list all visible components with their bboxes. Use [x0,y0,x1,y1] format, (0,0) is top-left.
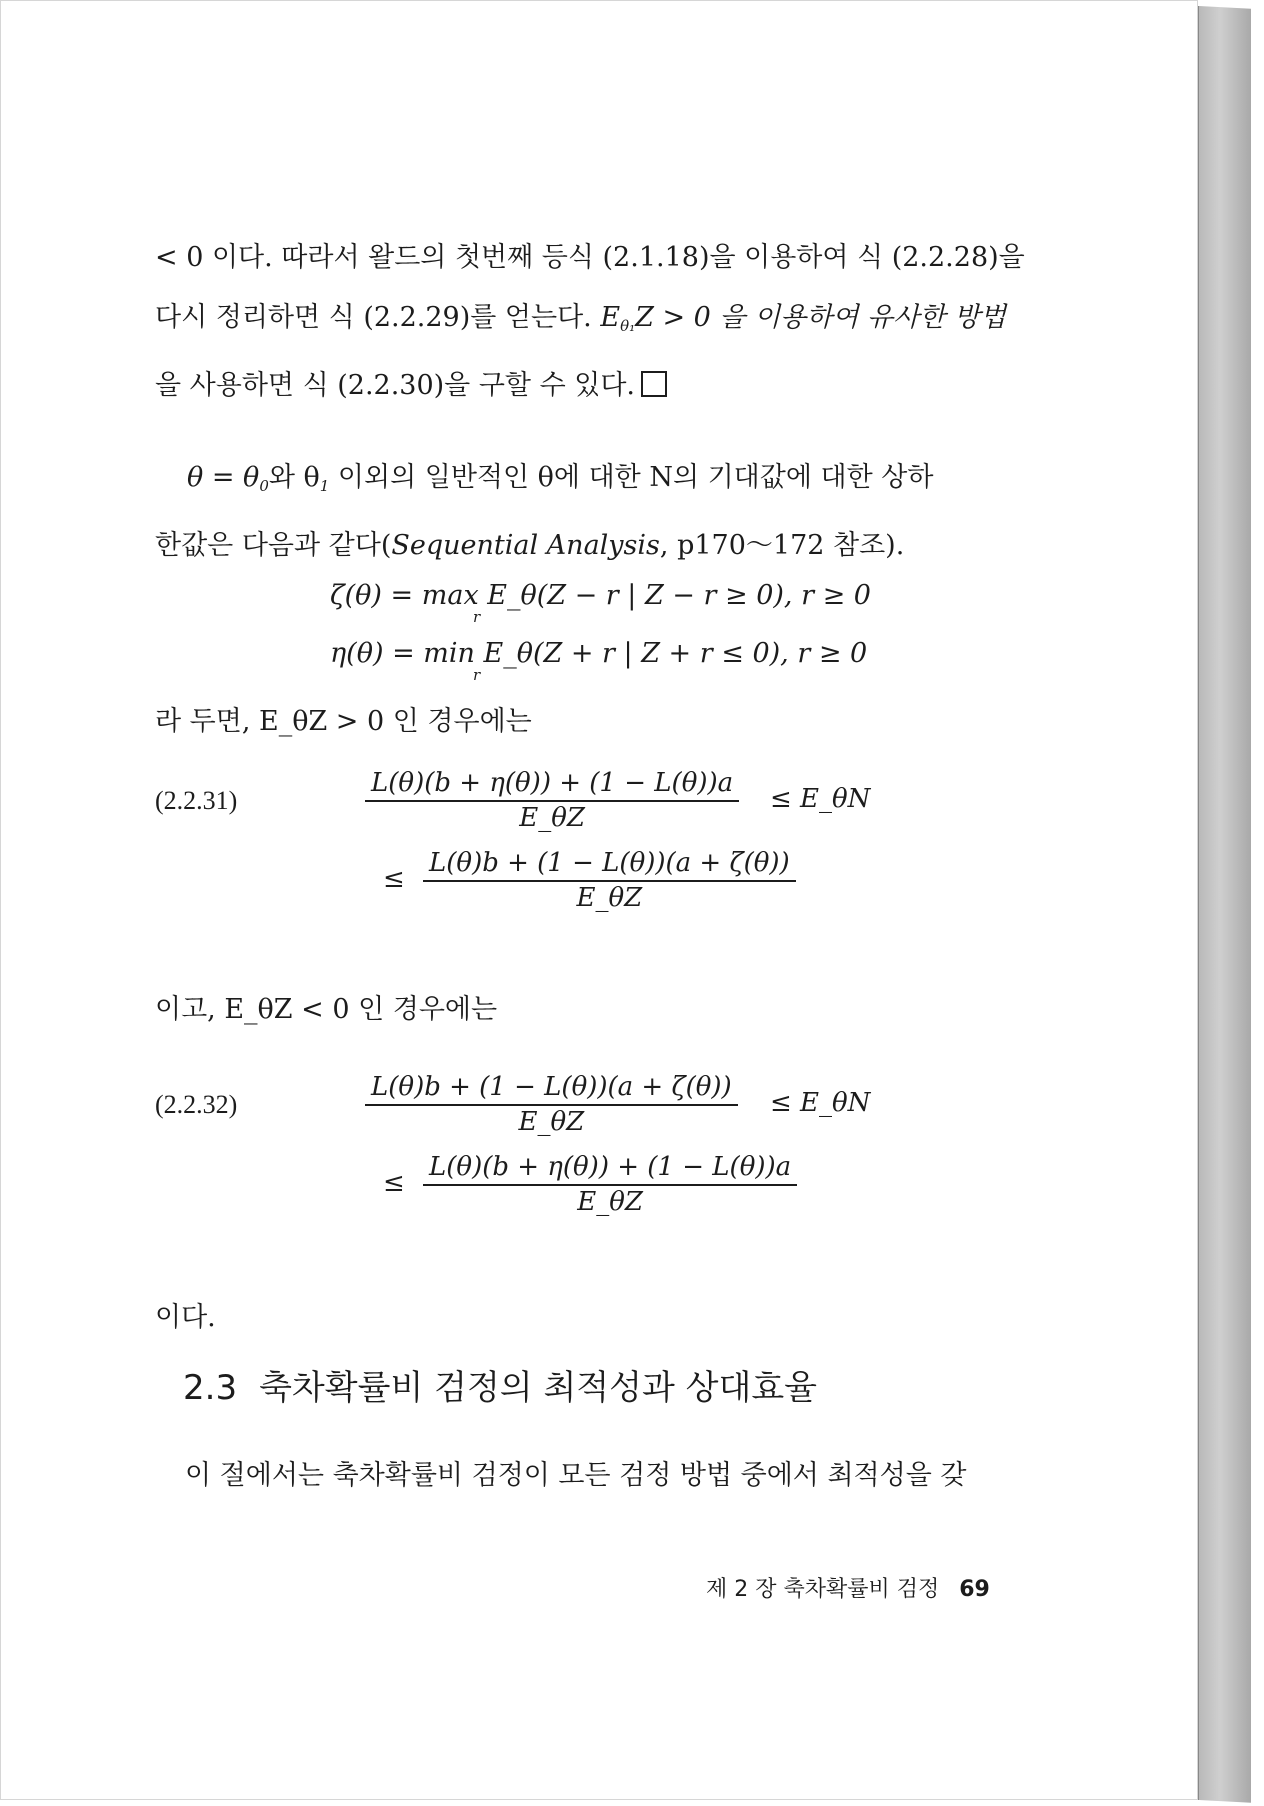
page-body [155,228,1055,1348]
paragraph-5: 이다. [155,1302,216,1333]
eq32-numerator-1: L(θ)b + (1 − L(θ))(a + ζ(θ)) [365,1070,738,1106]
p1-line-3: 을 사용하면 식 (2.2.30)을 구할 수 있다. [155,370,636,401]
section-number: 2.3 [183,1368,238,1408]
page-number: 69 [959,1577,990,1602]
p2-line-1c: 이외의 일반적인 θ에 대한 N의 기대값에 대한 상하 [329,462,934,493]
section-title: 축차확률비 검정의 최적성과 상대효율 [259,1368,818,1408]
paragraph-2 [155,448,1055,576]
p2-wa: 와 θ [268,462,320,493]
p2-sub0: 0 [259,477,269,495]
p1-line-2a: 다시 정리하면 식 (2.2.29)를 얻는다. [155,302,601,333]
paragraph-6: 이 절에서는 축차확률비 검정이 모든 검정 방법 중에서 최적성을 갖 [185,1460,967,1491]
book-spine [1198,6,1251,1803]
eq32-denominator-1: E_θZ [518,1107,585,1137]
eq31-fraction-2 [423,846,796,914]
p2-book-title: Sequential Analysis [391,530,660,561]
p2-line-2a: 한값은 다음과 같다( [155,530,392,561]
eq32-denominator-2: E_θZ [577,1187,643,1217]
equation-number: (2.2.32) [155,1090,238,1119]
eq31-denominator-2: E_θZ [576,883,643,913]
eq32-numerator-2: L(θ)(b + η(θ)) + (1 − L(θ))a [423,1150,797,1186]
p1-E: E [600,302,621,333]
equation-2-2-31 [155,766,1055,966]
eq31-numerator-2: L(θ)b + (1 − L(θ))(a + ζ(θ)) [423,846,796,882]
paragraph-3: 라 두면, E_θZ > 0 인 경우에는 [155,706,532,737]
section-heading [183,1360,839,1409]
p2-sub1: 1 [319,477,330,495]
equation-number: (2.2.31) [155,786,238,815]
eq32-relation: ≤ E_θN [770,1088,871,1118]
zeta-definition [155,576,1055,634]
eq31-denominator-1: E_θZ [519,803,585,833]
eta-formula: η(θ) = min E_θ(Z + r | Z + r ≤ 0), r ≥ 0 [330,638,868,669]
running-footer [706,1572,990,1603]
eq31-relation: ≤ E_θN [770,784,871,814]
eq32-le: ≤ [383,1168,405,1198]
zeta-max-subscript: r [473,608,481,626]
p1-E-sub: θ₁ [620,317,636,335]
p2-theta: θ = θ [187,462,260,493]
eq31-numerator-1: L(θ)(b + η(θ)) + (1 − L(θ))a [365,766,739,802]
paragraph-4: 이고, E_θZ < 0 인 경우에는 [155,994,498,1025]
eq31-fraction-1 [365,766,739,834]
qed-square-icon [641,371,667,397]
eta-definition [155,634,1055,692]
eq32-fraction-2 [423,1150,797,1218]
footer-chapter: 제 2 장 축차확률비 검정 [706,1577,940,1602]
paragraph-1 [155,228,1055,416]
p1-line-2b: Z > 0 을 이용하여 유사한 방법 [635,302,1006,333]
zeta-formula: ζ(θ) = max E_θ(Z − r | Z − r ≥ 0), r ≥ 0 [330,580,871,611]
eq31-le: ≤ [383,864,405,894]
p1-line-1: < 0 이다. 따라서 왈드의 첫번째 등식 (2.1.18)을 이용하여 식 (2.2.28)을 [155,242,1025,273]
eq32-fraction-1 [365,1070,738,1138]
equation-2-2-32 [155,1070,1055,1270]
p2-line-2b: , p170～172 참조). [659,530,905,561]
eta-min-subscript: r [473,666,481,684]
